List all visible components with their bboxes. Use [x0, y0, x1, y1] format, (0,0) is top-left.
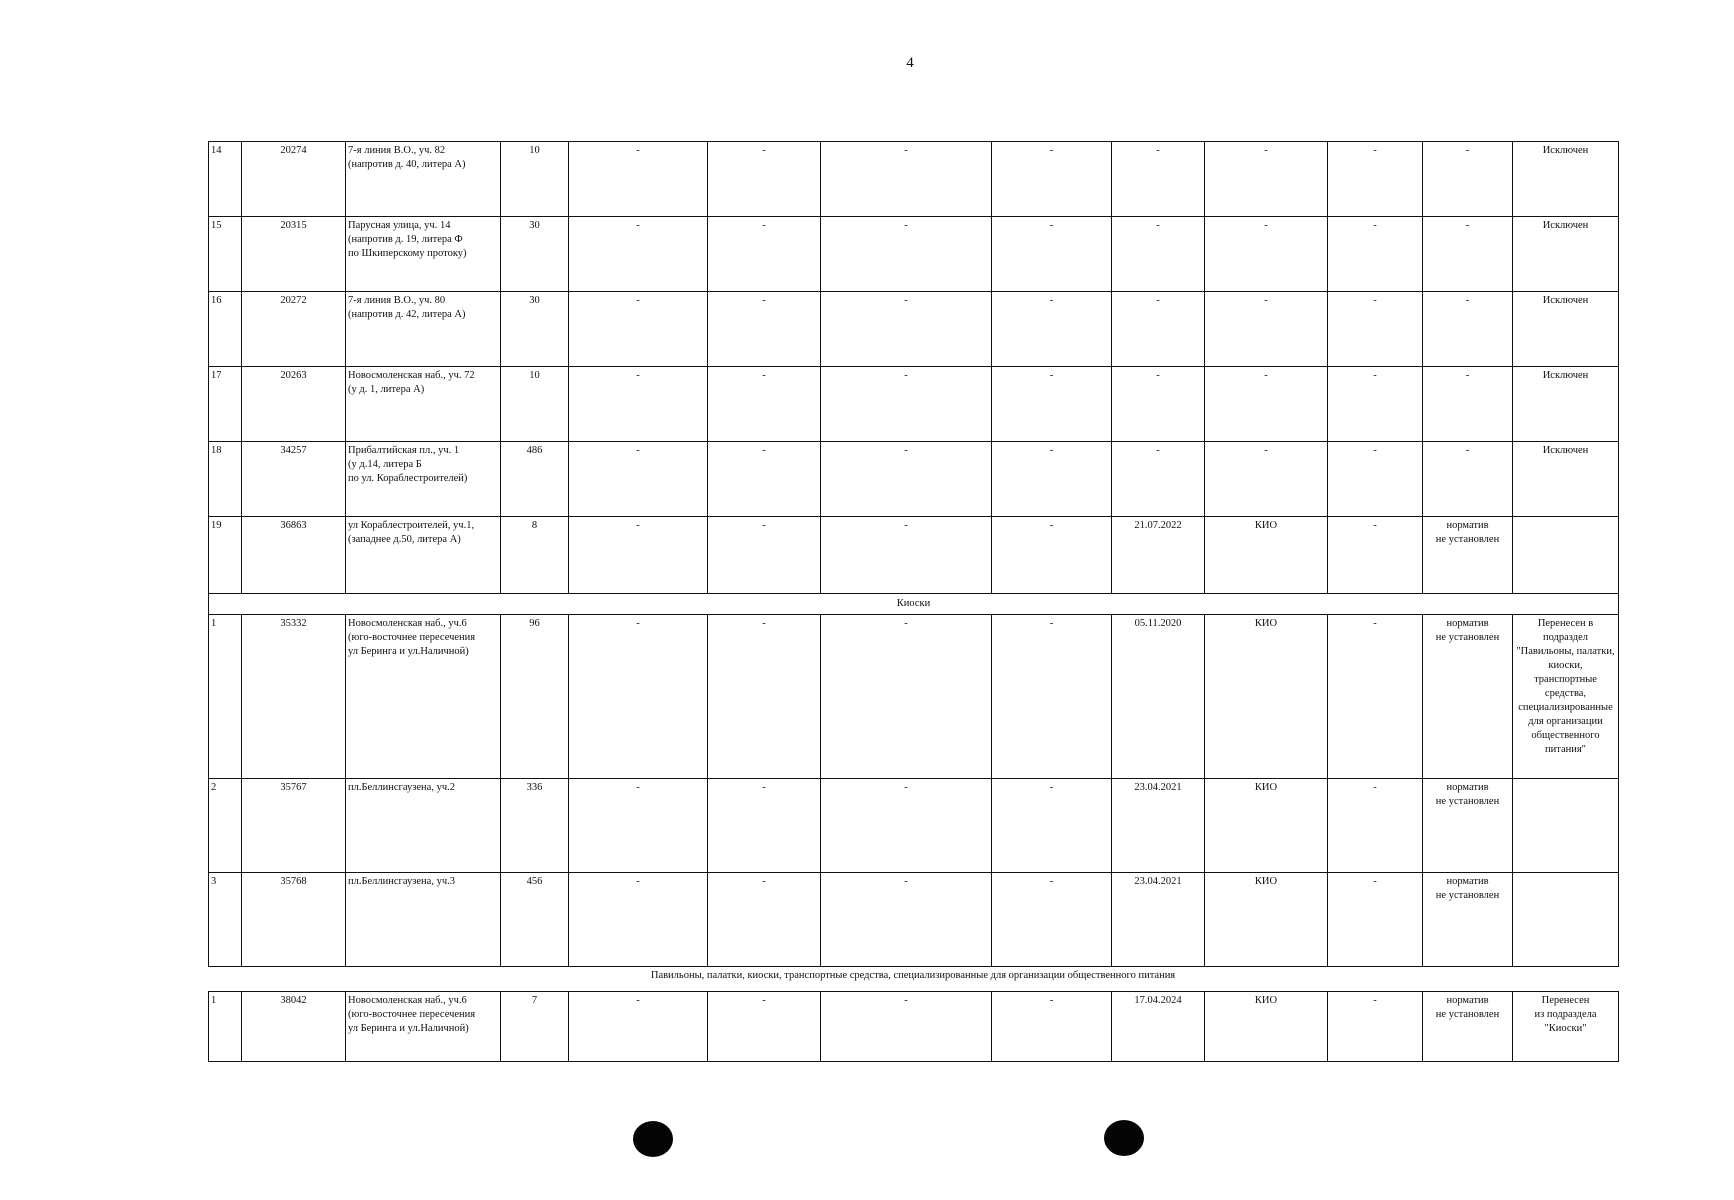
table-row: [209, 517, 1619, 594]
cell-row-number: 17: [209, 367, 242, 442]
cell-date: -: [1112, 142, 1205, 217]
cell-normative: -: [1423, 217, 1513, 292]
punch-hole-left: [633, 1121, 673, 1157]
cell-note: Исключен: [1513, 367, 1619, 442]
cell-normative: норматив не установлен: [1423, 992, 1513, 1062]
cell-address: Новосмоленская наб., уч.6 (юго-восточнее пересечения ул Беринга и ул.Наличной): [346, 615, 501, 779]
cell-col-5: -: [569, 615, 708, 779]
cell-organization: -: [1205, 142, 1328, 217]
cell-col-11: -: [1328, 142, 1423, 217]
cell-col-6: -: [708, 517, 821, 594]
cell-col-11: -: [1328, 615, 1423, 779]
cell-col-5: -: [569, 992, 708, 1062]
cell-area: 8: [501, 517, 569, 594]
cell-col-8: -: [992, 779, 1112, 873]
cell-col-7: -: [821, 367, 992, 442]
cell-area: 30: [501, 292, 569, 367]
cell-col-5: -: [569, 779, 708, 873]
cell-col-8: -: [992, 217, 1112, 292]
cell-area: 456: [501, 873, 569, 967]
cell-col-6: -: [708, 992, 821, 1062]
cell-address: 7-я линия В.О., уч. 80 (напротив д. 42, литера А): [346, 292, 501, 367]
cell-col-5: -: [569, 217, 708, 292]
cell-organization: -: [1205, 292, 1328, 367]
cell-row-number: 19: [209, 517, 242, 594]
cell-registry-number: 20272: [242, 292, 346, 367]
cell-col-8: -: [992, 367, 1112, 442]
cell-row-number: 14: [209, 142, 242, 217]
cell-row-number: 15: [209, 217, 242, 292]
pavilions-table: [208, 991, 1619, 1062]
cell-col-7: -: [821, 517, 992, 594]
cell-col-6: -: [708, 873, 821, 967]
cell-organization: КИО: [1205, 873, 1328, 967]
cell-area: 7: [501, 992, 569, 1062]
cell-address: Новосмоленская наб., уч. 72 (у д. 1, литера А): [346, 367, 501, 442]
cell-organization: -: [1205, 217, 1328, 292]
cell-row-number: 2: [209, 779, 242, 873]
cell-col-7: -: [821, 873, 992, 967]
cell-normative: -: [1423, 292, 1513, 367]
cell-registry-number: 35767: [242, 779, 346, 873]
cell-registry-number: 20274: [242, 142, 346, 217]
cell-col-11: -: [1328, 992, 1423, 1062]
cell-col-7: -: [821, 779, 992, 873]
cell-note: Исключен: [1513, 292, 1619, 367]
cell-area: 10: [501, 142, 569, 217]
cell-col-6: -: [708, 442, 821, 517]
cell-col-6: -: [708, 142, 821, 217]
page-number: 4: [906, 55, 914, 71]
cell-date: 05.11.2020: [1112, 615, 1205, 779]
cell-col-6: -: [708, 217, 821, 292]
cell-row-number: 1: [209, 992, 242, 1062]
cell-col-6: -: [708, 367, 821, 442]
cell-col-5: -: [569, 367, 708, 442]
cell-col-11: -: [1328, 292, 1423, 367]
cell-normative: -: [1423, 142, 1513, 217]
cell-col-7: -: [821, 442, 992, 517]
cell-col-7: -: [821, 292, 992, 367]
cell-normative: норматив не установлен: [1423, 517, 1513, 594]
cell-area: 30: [501, 217, 569, 292]
cell-note: Исключен: [1513, 217, 1619, 292]
cell-row-number: 18: [209, 442, 242, 517]
cell-area: 96: [501, 615, 569, 779]
cell-date: -: [1112, 292, 1205, 367]
punch-hole-right: [1104, 1120, 1144, 1156]
cell-col-7: -: [821, 615, 992, 779]
cell-note: [1513, 873, 1619, 967]
cell-note: Перенесен из подраздела "Киоски": [1513, 992, 1619, 1062]
cell-col-11: -: [1328, 442, 1423, 517]
table-row: [209, 367, 1619, 442]
cell-col-5: -: [569, 517, 708, 594]
cell-note: Исключен: [1513, 442, 1619, 517]
cell-note: [1513, 517, 1619, 594]
table-row: [209, 992, 1619, 1062]
cell-col-11: -: [1328, 517, 1423, 594]
section-header-pavilions: Павильоны, палатки, киоски, транспортные средства, специализированные для организации общественного питания: [650, 970, 1176, 981]
objects-table: [208, 141, 1619, 967]
section-row-kiosks: [209, 594, 1619, 615]
cell-organization: КИО: [1205, 615, 1328, 779]
cell-col-11: -: [1328, 217, 1423, 292]
cell-col-8: -: [992, 873, 1112, 967]
cell-date: 23.04.2021: [1112, 873, 1205, 967]
cell-col-8: -: [992, 992, 1112, 1062]
table-row: [209, 615, 1619, 779]
cell-col-5: -: [569, 873, 708, 967]
cell-col-6: -: [708, 615, 821, 779]
table-row: [209, 217, 1619, 292]
cell-address: Новосмоленская наб., уч.6 (юго-восточнее пересечения ул Беринга и ул.Наличной): [346, 992, 501, 1062]
cell-date: 21.07.2022: [1112, 517, 1205, 594]
table-row: [209, 779, 1619, 873]
cell-normative: -: [1423, 442, 1513, 517]
table-row: [209, 873, 1619, 967]
cell-col-8: -: [992, 292, 1112, 367]
cell-normative: -: [1423, 367, 1513, 442]
cell-date: -: [1112, 442, 1205, 517]
cell-note: [1513, 779, 1619, 873]
cell-col-11: -: [1328, 873, 1423, 967]
cell-date: -: [1112, 367, 1205, 442]
cell-address: пл.Беллинсгаузена, уч.3: [346, 873, 501, 967]
cell-organization: -: [1205, 442, 1328, 517]
cell-col-5: -: [569, 442, 708, 517]
cell-col-5: -: [569, 292, 708, 367]
cell-area: 336: [501, 779, 569, 873]
cell-normative: норматив не установлен: [1423, 873, 1513, 967]
cell-col-8: -: [992, 442, 1112, 517]
section-header-kiosks: Киоски: [209, 594, 1619, 615]
cell-organization: КИО: [1205, 992, 1328, 1062]
cell-row-number: 3: [209, 873, 242, 967]
cell-date: -: [1112, 217, 1205, 292]
cell-col-8: -: [992, 517, 1112, 594]
cell-registry-number: 35768: [242, 873, 346, 967]
cell-address: ул Кораблестроителей, уч.1, (западнее д.50, литера А): [346, 517, 501, 594]
cell-col-11: -: [1328, 779, 1423, 873]
cell-col-8: -: [992, 615, 1112, 779]
cell-registry-number: 20263: [242, 367, 346, 442]
cell-address: Парусная улица, уч. 14 (напротив д. 19, литера Ф по Шкиперскому протоку): [346, 217, 501, 292]
table-row: [209, 292, 1619, 367]
cell-date: 23.04.2021: [1112, 779, 1205, 873]
cell-col-7: -: [821, 217, 992, 292]
cell-normative: норматив не установлен: [1423, 779, 1513, 873]
table-row: [209, 142, 1619, 217]
cell-date: 17.04.2024: [1112, 992, 1205, 1062]
cell-organization: -: [1205, 367, 1328, 442]
cell-col-5: -: [569, 142, 708, 217]
cell-registry-number: 36863: [242, 517, 346, 594]
cell-address: Прибалтийская пл., уч. 1 (у д.14, литера Б по ул. Кораблестроителей): [346, 442, 501, 517]
cell-address: 7-я линия В.О., уч. 82 (напротив д. 40, литера А): [346, 142, 501, 217]
cell-organization: КИО: [1205, 779, 1328, 873]
cell-area: 486: [501, 442, 569, 517]
cell-col-11: -: [1328, 367, 1423, 442]
cell-area: 10: [501, 367, 569, 442]
cell-row-number: 16: [209, 292, 242, 367]
cell-organization: КИО: [1205, 517, 1328, 594]
cell-registry-number: 34257: [242, 442, 346, 517]
cell-col-6: -: [708, 779, 821, 873]
cell-col-6: -: [708, 292, 821, 367]
table-row: [209, 442, 1619, 517]
cell-address: пл.Беллинсгаузена, уч.2: [346, 779, 501, 873]
cell-registry-number: 35332: [242, 615, 346, 779]
cell-note: Перенесен в подраздел "Павильоны, палатки, киоски, транспортные средства, специализированные для организации общественного питания": [1513, 615, 1619, 779]
cell-col-8: -: [992, 142, 1112, 217]
cell-col-7: -: [821, 992, 992, 1062]
cell-normative: норматив не установлен: [1423, 615, 1513, 779]
cell-note: Исключен: [1513, 142, 1619, 217]
cell-registry-number: 20315: [242, 217, 346, 292]
cell-registry-number: 38042: [242, 992, 346, 1062]
cell-row-number: 1: [209, 615, 242, 779]
cell-col-7: -: [821, 142, 992, 217]
